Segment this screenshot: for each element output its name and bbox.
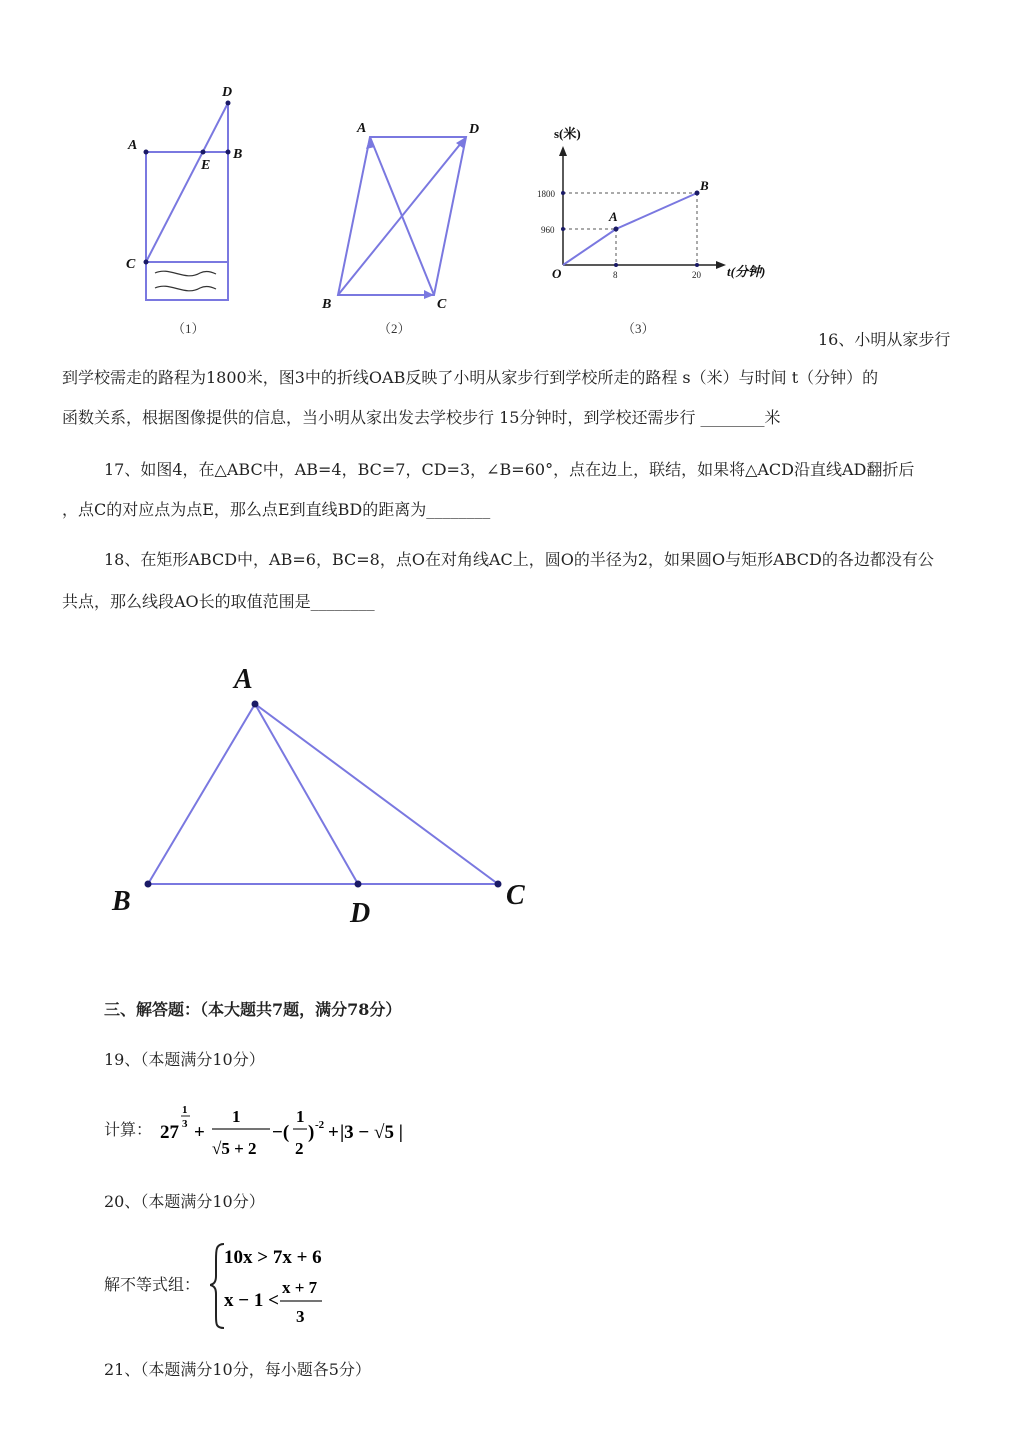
- fig2-label-d: D: [469, 122, 480, 137]
- svg-text:1: 1: [296, 1107, 305, 1126]
- q20-ineq1: 10x > 7x + 6: [224, 1247, 322, 1268]
- fig3-y-arrow: [559, 146, 567, 156]
- figure-4: [100, 655, 540, 935]
- fig3-x-axis-label: t(分钟): [727, 264, 766, 279]
- fig3-caption: （3）: [622, 321, 655, 336]
- fig1-label-e: E: [201, 158, 211, 173]
- q20-ineq2-left: x − 1 <: [224, 1290, 279, 1311]
- fig3-origin-label: O: [552, 266, 562, 281]
- q20-inequality-system: [210, 1238, 350, 1333]
- fig4-label-c: C: [506, 880, 525, 911]
- fig2-label-c: C: [437, 297, 447, 312]
- fig1-wave-1: [155, 271, 216, 276]
- svg-text:): ): [308, 1122, 315, 1143]
- fig3-x-tick-8: 8: [613, 270, 618, 280]
- q20-ineq2-num: x + 7: [282, 1278, 318, 1297]
- fig4-line-ad: [255, 704, 358, 884]
- svg-text:27: 27: [160, 1122, 179, 1143]
- svg-text:3: 3: [182, 1118, 188, 1130]
- q16-line2: 函数关系，根据图像提供的信息，当小明从家出发去学校步行 15分钟时，到学校还需步行 ________米: [62, 408, 781, 427]
- fig3-point-a: A: [609, 209, 618, 224]
- svg-text:+: +: [328, 1122, 339, 1143]
- fig4-label-d: D: [350, 898, 371, 929]
- section3-heading: 三、解答题：（本大题共7题，满分78分）: [104, 1000, 402, 1019]
- q18-line2: 共点，那么线段AO长的取值范围是________: [62, 592, 375, 611]
- fig4-triangle-abc: [148, 704, 498, 884]
- fig1-rectangle: [146, 152, 228, 262]
- figure-1: [110, 80, 270, 340]
- svg-text:+: +: [194, 1122, 205, 1143]
- fig3-y-tick-1800: 1800: [537, 189, 555, 199]
- q16-line1: 到学校需走的路程为1800米，图3中的折线OAB反映了小明从家步行到学校所走的路程 s（米）与时间 t（分钟）的: [62, 368, 879, 387]
- fig1-wave-2: [155, 286, 216, 291]
- q18-line1: 18、在矩形ABCD中，AB=6，BC=8，点O在对角线AC上，圆O的半径为2，如果圆O与矩形ABCD的各边都没有公: [104, 550, 934, 569]
- q16-lead: 16、小明从家步行: [818, 330, 951, 349]
- fig4-label-a: A: [234, 664, 253, 695]
- svg-text:2: 2: [295, 1139, 304, 1158]
- q19-prompt: 计算：: [104, 1120, 153, 1139]
- figure-3: [520, 115, 800, 340]
- fig4-label-b: B: [112, 886, 131, 917]
- figure-2: [310, 110, 500, 340]
- fig1-label-b: B: [233, 147, 243, 162]
- svg-text:−(: −(: [272, 1122, 290, 1143]
- fig2-label-a: A: [357, 121, 367, 136]
- fig1-line-cd: [146, 103, 228, 262]
- q17-line2: ，点C的对应点为点E，那么点E到直线BD的距离为________: [62, 500, 491, 519]
- q20-ineq2-den: 3: [296, 1307, 305, 1326]
- fig3-point-b: B: [700, 178, 709, 193]
- q19-expression: [158, 1100, 428, 1160]
- fig2-arrow-a: [366, 137, 375, 149]
- svg-text:-2: -2: [315, 1119, 325, 1131]
- q21-title: 21、（本题满分10分，每小题各5分）: [104, 1360, 371, 1379]
- fig3-x-arrow: [716, 261, 726, 269]
- fig1-river-box: [146, 262, 228, 300]
- fig1-label-c: C: [126, 257, 136, 272]
- fig3-x-tick-20: 20: [692, 270, 701, 280]
- q20-prompt: 解不等式组：: [104, 1275, 201, 1294]
- fig3-y-tick-960: 960: [541, 225, 555, 235]
- q19-title: 19、（本题满分10分）: [104, 1050, 265, 1069]
- fig1-label-a: A: [128, 138, 138, 153]
- q17-line1: 17、如图4，在△ABC中，AB=4，BC=7，CD=3，∠B=60°，点在边上，联结，如果将△ACD沿直线AD翻折后: [104, 460, 915, 479]
- fig2-diagonal-bd: [338, 137, 466, 295]
- fig2-label-b: B: [322, 297, 332, 312]
- svg-text:1: 1: [182, 1104, 188, 1116]
- fig1-caption: （1）: [172, 321, 205, 336]
- fig1-label-d: D: [222, 85, 233, 100]
- fig2-caption: （2）: [378, 321, 411, 336]
- q20-title: 20、（本题满分10分）: [104, 1192, 265, 1211]
- q20-brace: [210, 1244, 224, 1328]
- svg-text:1: 1: [232, 1107, 241, 1126]
- fig3-y-axis-label: s(米): [554, 126, 581, 141]
- svg-text:|3 − √5 |: |3 − √5 |: [340, 1122, 403, 1143]
- svg-text:√5 + 2: √5 + 2: [212, 1139, 257, 1158]
